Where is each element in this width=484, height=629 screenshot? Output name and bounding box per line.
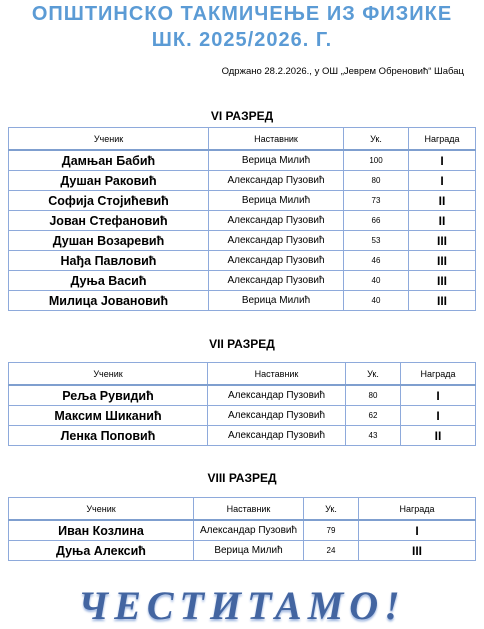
- col-student: Ученик: [9, 498, 194, 521]
- table-row: [9, 191, 476, 211]
- table-row: [9, 541, 476, 561]
- student-name: Иван Козлина: [9, 520, 194, 541]
- col-teacher: Наставник: [209, 128, 344, 151]
- grade-title-vii: VII РАЗРЕД: [209, 337, 275, 351]
- teacher-name: Александар Пузовић: [208, 406, 346, 426]
- table-header-row: [9, 498, 476, 521]
- points: 73: [344, 191, 409, 211]
- teacher-name: Александар Пузовић: [208, 426, 346, 446]
- table-row: [9, 171, 476, 191]
- teacher-name: Александар Пузовић: [209, 171, 344, 191]
- table-row: [9, 406, 476, 426]
- award: II: [409, 191, 476, 211]
- award: I: [359, 520, 476, 541]
- points: 46: [344, 251, 409, 271]
- table-row: [9, 211, 476, 231]
- student-name: Софија Стојићевић: [9, 191, 209, 211]
- teacher-name: Верица Милић: [194, 541, 304, 561]
- col-award: Награда: [359, 498, 476, 521]
- award: III: [359, 541, 476, 561]
- teacher-name: Верица Милић: [209, 150, 344, 171]
- points: 80: [346, 385, 401, 406]
- results-table-viii: [8, 497, 476, 561]
- award: I: [401, 385, 476, 406]
- student-name: Дуња Васић: [9, 271, 209, 291]
- student-name: Ленка Поповић: [9, 426, 208, 446]
- col-points: Ук.: [346, 363, 401, 386]
- points: 24: [304, 541, 359, 561]
- results-table-vii: [8, 362, 476, 446]
- student-name: Милица Јовановић: [9, 291, 209, 311]
- student-name: Јован Стефановић: [9, 211, 209, 231]
- teacher-name: Верица Милић: [209, 191, 344, 211]
- col-teacher: Наставник: [194, 498, 304, 521]
- award: II: [409, 211, 476, 231]
- grade-title-viii: VIII РАЗРЕД: [207, 471, 277, 485]
- award: I: [401, 406, 476, 426]
- table-row: [9, 150, 476, 171]
- held-info: Одржано 28.2.2026., у ОШ „Јеврем Обреновић“ Шабац: [221, 66, 464, 77]
- table-header-row: [9, 363, 476, 386]
- teacher-name: Александар Пузовић: [208, 385, 346, 406]
- congrats-banner: ЧЕСТИТАМО!: [78, 583, 406, 628]
- points: 100: [344, 150, 409, 171]
- teacher-name: Александар Пузовић: [209, 271, 344, 291]
- points: 79: [304, 520, 359, 541]
- student-name: Дамњан Бабић: [9, 150, 209, 171]
- col-award: Награда: [401, 363, 476, 386]
- student-name: Нађа Павловић: [9, 251, 209, 271]
- table-row: [9, 520, 476, 541]
- student-name: Реља Рувидић: [9, 385, 208, 406]
- teacher-name: Александар Пузовић: [194, 520, 304, 541]
- award: II: [401, 426, 476, 446]
- student-name: Душан Раковић: [9, 171, 209, 191]
- award: III: [409, 231, 476, 251]
- points: 40: [344, 291, 409, 311]
- points: 62: [346, 406, 401, 426]
- col-student: Ученик: [9, 363, 208, 386]
- points: 40: [344, 271, 409, 291]
- points: 66: [344, 211, 409, 231]
- teacher-name: Александар Пузовић: [209, 211, 344, 231]
- col-points: Ук.: [304, 498, 359, 521]
- col-student: Ученик: [9, 128, 209, 151]
- student-name: Дуња Алексић: [9, 541, 194, 561]
- table-row: [9, 251, 476, 271]
- col-teacher: Наставник: [208, 363, 346, 386]
- student-name: Душан Возаревић: [9, 231, 209, 251]
- award: I: [409, 150, 476, 171]
- table-row: [9, 426, 476, 446]
- table-row: [9, 385, 476, 406]
- student-name: Максим Шиканић: [9, 406, 208, 426]
- points: 43: [346, 426, 401, 446]
- grade-title-vi: VI РАЗРЕД: [210, 109, 274, 123]
- award: I: [409, 171, 476, 191]
- table-header-row: [9, 128, 476, 151]
- teacher-name: Верица Милић: [209, 291, 344, 311]
- award: III: [409, 271, 476, 291]
- table-row: [9, 231, 476, 251]
- table-row: [9, 271, 476, 291]
- page-title-line1: ОПШТИНСКО ТАКМИЧЕЊЕ ИЗ ФИЗИКЕ: [31, 3, 453, 25]
- col-points: Ук.: [344, 128, 409, 151]
- award: III: [409, 251, 476, 271]
- points: 53: [344, 231, 409, 251]
- results-table-vi: [8, 127, 476, 311]
- award: III: [409, 291, 476, 311]
- col-award: Награда: [409, 128, 476, 151]
- points: 80: [344, 171, 409, 191]
- page-title-line2: ШК. 2025/2026. Г.: [151, 29, 333, 51]
- teacher-name: Александар Пузовић: [209, 231, 344, 251]
- table-row: [9, 291, 476, 311]
- teacher-name: Александар Пузовић: [209, 251, 344, 271]
